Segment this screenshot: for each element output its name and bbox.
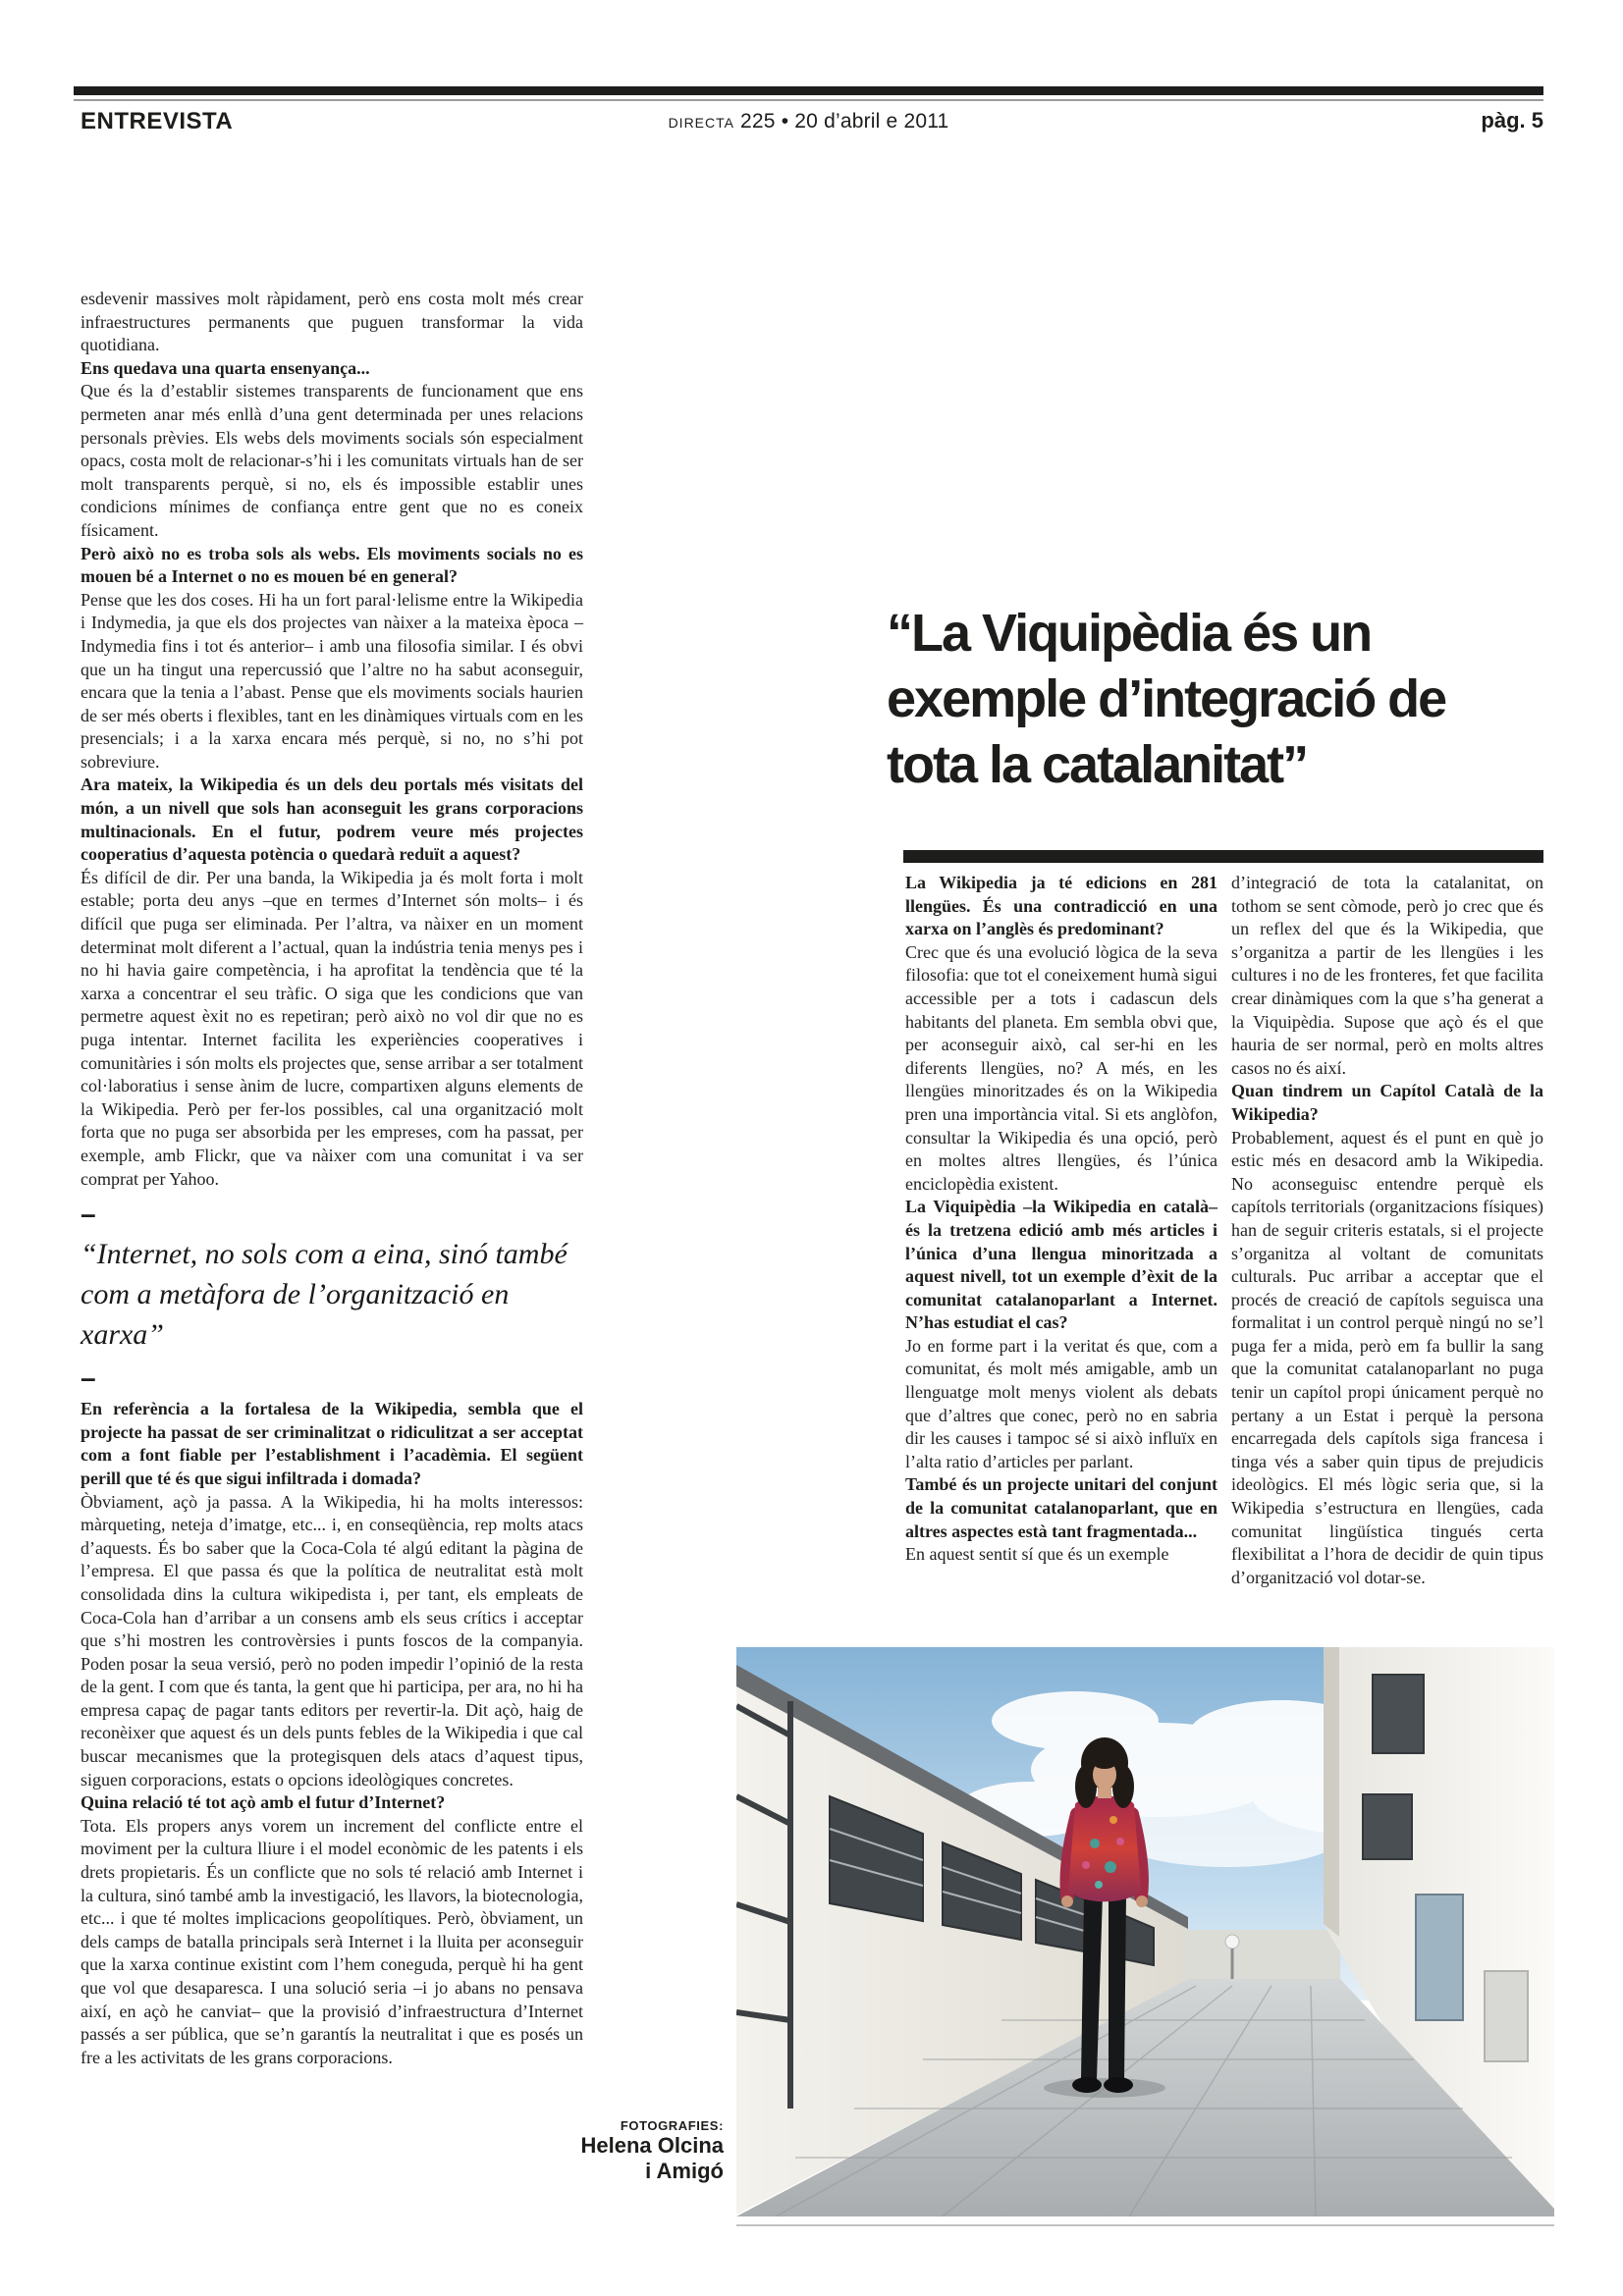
masthead-dateline (74, 110, 1543, 133)
paragraph: En referència a la fortalesa de la Wikipedia, sembla que el projecte ha passat de ser criminalitzat o ridiculitzat a ser acceptat com a font fiable per l’establishment i l’acadèmia. El següent perill que té és que sigui infiltrada i domada? (81, 1399, 583, 1488)
photo-credit (527, 2118, 724, 2184)
distant-building (1183, 1930, 1340, 1981)
paragraph: – (81, 1362, 96, 1394)
headline-quote: “La Viquipèdia és un exemple d’integració de tota la catalanitat” (887, 604, 1446, 794)
photo-credit-name-line2: i Amigó (645, 2159, 724, 2183)
photo-illustration (736, 1647, 1554, 2216)
interview-column-left (81, 288, 583, 2069)
interview-photo (736, 1647, 1554, 2216)
paragraph: La Viquipèdia –la Wikipedia en català– és la tretzena edició amb més articles i l’única d’una llengua minoritzada a aquest nivell, tot un exemple d’èxit de la comunitat catalanoparlant a Internet. N’has estudiat el cas? (905, 1197, 1217, 1333)
paragraph: Tota. Els propers anys vorem un increment del conflicte entre el moviment per la cultura lliure i el model econòmic de les patents i els drets propietaris. És un conflicte que no sols té relació amb Internet i la cultura, sinó també amb la investigació, les llavors, la biotecnologia, etc... i que té moltes implicacions geopolítiques. Però, òbviament, un dels camps de batalla principals serà Internet i la lluita per aconseguir que la xarxa continue existint com l’hem coneguda, perquè hi ha gent que vol que desaparesca. I una solució seria –i jo abans no pensava així, en açò he canviat– que la provisió d’infraestructura d’Internet passés a ser pública, que se’n garantís la neutralitat i que es posés un fre a les activitats de les grans corporacions. (81, 1815, 583, 2067)
paragraph: d’integració de tota la catalanitat, on tothom se sent còmode, però jo crec que és un reflex del que és la Wikipedia, que s’organitza a partir de les llengües i les cultures i no de les fronteres, fet que facilita crear dinàmiques com la que s’ha generat a la Viquipèdia. Supose que açò és el que hauria de ser normal, però en molts altres casos no és així. (1231, 873, 1543, 1078)
right-shoe (1104, 2077, 1133, 2093)
paragraph: Jo en forme part i la veritat és que, com a comunitat, és molt més amigable, amb un llenguatge molt menys violent als debats que d’altres que conec, però no en sabria dir les causes i tampoc sé si això influïx en l’alta ratio d’articles per parlant. (905, 1335, 1217, 1471)
paragraph: Però això no es troba sols als webs. Els moviments socials no es mouen bé a Internet o no es mouen bé en general? (81, 543, 583, 587)
header-rule-thick (74, 86, 1543, 95)
photo-bottom-rule (736, 2224, 1554, 2226)
paragraph: En aquest sentit sí que és un exemple (905, 1544, 1169, 1565)
right-leg (1109, 1895, 1126, 2079)
photo-credit-label: FOTOGRAFIES: (620, 2118, 724, 2133)
vent-grille (1485, 1971, 1528, 2061)
paragraph: Ara mateix, la Wikipedia és un dels deu portals més visitats del món, a un nivell que sols han aconseguit les grans corporacions multinacionals. En el futur, podrem veure més projectes cooperatius d’aquesta potència o quedarà reduït a aquest? (81, 774, 583, 865)
header-rule-thin (74, 99, 1543, 101)
right-building-edge (1324, 1647, 1339, 1937)
hair-fringe (1091, 1751, 1118, 1769)
paragraph: Que és la d’establir sistemes transparents de funcionament que ens permeten anar més enllà d’una gent determinada per unes relacions personals prèvies. Els webs dels moviments socials són especialment opacs, costa molt de relacionar-s’hi i les comunitats virtuals han de ser molt transparents perquè, si no, els és impossible establir unes condicions mínimes de confiança entre gent que no es coneix físicament. (81, 381, 583, 540)
left-hand (1061, 1896, 1073, 1907)
paragraph: Pense que les dos coses. Hi ha un fort paral·lelisme entre la Wikipedia i Indymedia, ja que els dos projectes van nàixer a la mateixa època –Indymedia fins i tot és anterior– i amb una filosofia similar. I és obvi que un ha tingut una repercussió que l’altre no ha sabut aconseguir, encara que la tenia a l’abast. Pense que els moviments socials haurien de ser més oberts i flexibles, tant en les dinàmiques virtuals com en les presencials; i a la xarxa encara més perquè, si no, no s’hi pot sobreviure. (81, 589, 583, 772)
paragraph: Probablement, aquest és el punt en què jo estic més en desacord amb la Wikipedia. No aconseguisc entendre perquè els capítols territorials (organitzacions físiques) han de seguir criteris estatals, si el projecte s’organitza al voltant de comunitats culturals. Puc arribar a acceptar que el procés de creació de capítols seguisca una formalitat i un control perquè ningú no se’l puga fer a mida, però em fa bullir la sang que la comunitat catalanoparlant no puga tenir un capítol propi únicament perquè no pertany a un Estat i perquè la persona encarregada dels capítols siga francesa i tinga vés a saber quin tipus de prejudicis ideològics. El més lògic seria que, si la Wikipedia s’estructura en llengües, cada comunitat lingüística tingués certa flexibilitat a l’hora de decidir de quin tipus d’organització vol dotar-se. (1231, 1127, 1543, 1587)
paragraph: Quina relació té tot açò amb el futur d’Internet? (81, 1792, 446, 1813)
interview-column-right (1231, 872, 1543, 1589)
paragraph: Crec que és una evolució lògica de la seva filosofia: que tot el coneixement humà sigui accessible per a tots i cadascun dels habitants del planeta. Em sembla obvi que, per aconseguir això, cal ser-hi en les diferents llengües, no? A més, en les llengües minoritzades és on la Wikipedia pren una importància vital. Si ets anglòfon, consultar la Wikipedia és una opció, però en moltes altres llengües, és l’única enciclopèdia existent. (905, 941, 1217, 1194)
masthead-name: DIRECTA (668, 115, 734, 131)
paragraph: Ens quedava una quarta ensenyança... (81, 357, 370, 378)
lamp-globe (1225, 1935, 1239, 1949)
page-header (74, 106, 1543, 139)
paragraph: També és un projecte unitari del conjunt de la comunitat catalanoparlant, que en altres aspectes està tant fragmentada... (905, 1474, 1217, 1541)
blouse (1068, 1796, 1141, 1902)
shadow (1044, 2078, 1165, 2098)
paragraph: És difícil de dir. Per una banda, la Wikipedia ja és molt forta i molt estable; porta deu anys –que en termes d’Internet són molts– i és difícil que puga ser eliminada. Per l’altra, va nàixer en un moment determinat molt diferent a l’actual, quan la indústria tenia menys pes i no hi havia gaire competència, i ha aprofitat la tendència que té la xarxa a concentrar el seu tràfic. O siga que les condicions que van permetre aquest èxit no es repetiran; però això no vol dir que no es puga intentar. Internet facilita les experiències cooperatives i comunitàries i són molts els projectes que, sense arribar a ser totalment col·laboratius i sense ànim de lucre, compartixen alguns elements de la Wikipedia. Però per fer-los possibles, cal una organització molt forta que no puga ser absorbida per les empreses, com ha passat, per exemple, amb Flickr, que va nàixer com una comunitat i va ser comprat per Yahoo. (81, 867, 583, 1189)
paragraph: esdevenir massives molt ràpidament, però ens costa molt més crear infraestructures permanents que puguen transformar la vida quotidiana. (81, 289, 583, 355)
paragraph: La Wikipedia ja té edicions en 281 llengües. És una contradicció en una xarxa on l’anglès és predominant? (905, 873, 1217, 939)
interview-column-middle (905, 872, 1217, 1567)
left-shoe (1072, 2077, 1102, 2093)
paragraph: – (81, 1199, 96, 1230)
paragraph: “Internet, no sols com a eina, sinó també com a metàfora de l’organització en xarxa” (81, 1238, 568, 1352)
paragraph: Quan tindrem un Capítol Català de la Wikipedia? (1231, 1081, 1543, 1124)
section-label: ENTREVISTA (81, 108, 234, 134)
glass-door (1416, 1895, 1463, 2020)
right-hand (1136, 1896, 1148, 1907)
issue-date: 225 • 20 d’abril e 2011 (740, 110, 949, 133)
paragraph: Òbviament, açò ja passa. A la Wikipedia, hi ha molts interessos: màrqueting, neteja d’imatge, etc... i, en conseqüència, rep molts atacs d’aquests. És bo saber que la Coca-Cola té algú editant la pàgina de l’empresa. El que passa és que la política de neutralitat està molt consolidada dins la cultura wikipedista i, per tant, els empleats de Coca-Cola han d’arribar a un consens amb els seus crítics i acceptar que s’hi mostren les controvèrsies i punts foscos de la companyia. Poden posar la seua versió, però no poden impedir l’opinió de la resta de la gent. I com que és tanta, la gent que hi participa, per ara, no hi ha empresa capaç de pagar tants editors per revertir-la. Dit açò, haig de reconèixer que aquest és un dels punts febles de la Wikipedia i que cal buscar mecanismes que la protegisquen dels atacs d’aquest tipus, siguen corporacions, estats o opcions ideològiques concretes. (81, 1491, 583, 1789)
page-number: pàg. 5 (1481, 108, 1543, 133)
photo-credit-name-line1: Helena Olcina (580, 2133, 724, 2158)
headline-rule (903, 850, 1543, 863)
